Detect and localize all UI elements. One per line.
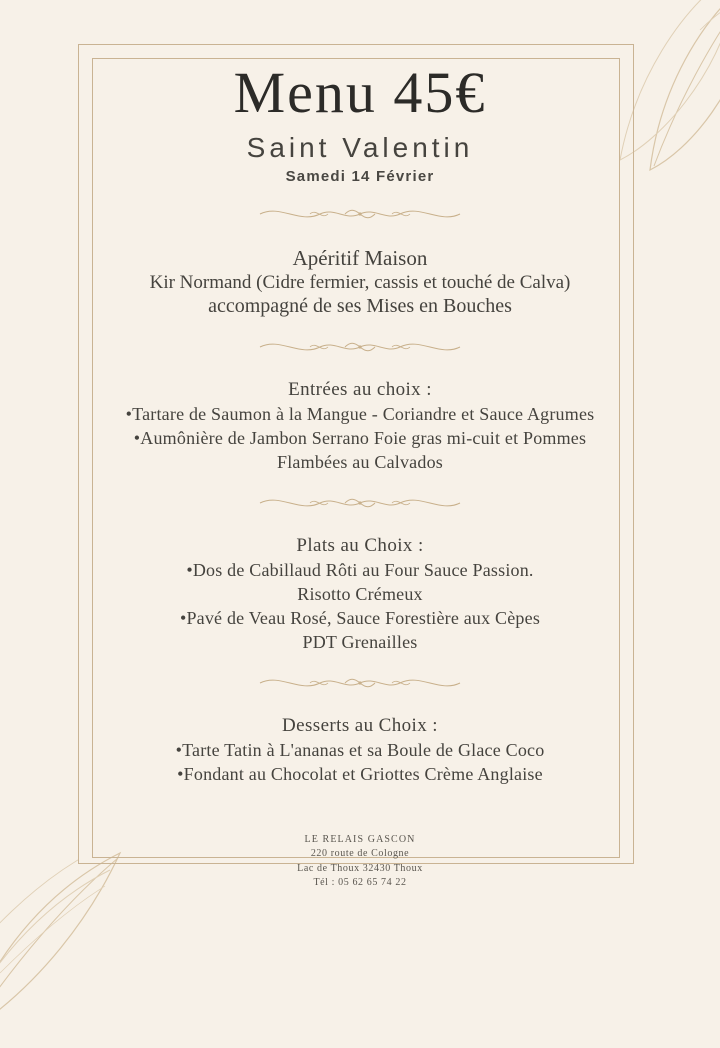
entrees-item: •Aumônière de Jambon Serrano Foie gras mi-cuit et Pommes	[133, 427, 587, 448]
section-desserts	[80, 715, 640, 787]
restaurant-name: LE RELAIS GASCON	[304, 833, 416, 845]
aperitif-line-3: accompagné de ses Mises en Bouches	[208, 295, 512, 317]
plats-item: PDT Grenailles	[302, 631, 418, 652]
section-aperitif	[80, 246, 640, 318]
desserts-item: •Fondant au Chocolat et Griottes Crème Anglaise	[177, 764, 543, 784]
page-title: Menu 45€	[233, 60, 487, 125]
restaurant-address-line-1: 220 route de Cologne	[310, 848, 410, 860]
restaurant-address-line-2: Lac de Thoux 32430 Thoux	[297, 862, 423, 874]
aperitif-heading: Apéritif Maison	[292, 246, 428, 270]
ornament-divider-2	[250, 334, 470, 360]
section-plats	[80, 535, 640, 654]
restaurant-footer	[0, 833, 720, 891]
entrees-heading: Entrées au choix :	[288, 379, 432, 400]
ornament-divider-4	[250, 670, 470, 696]
plats-item: •Dos de Cabillaud Rôti au Four Sauce Passion.	[186, 560, 534, 581]
desserts-item: •Tarte Tatin à L'ananas et sa Boule de Glace Coco	[175, 740, 545, 761]
event-date: Samedi 14 Février	[285, 168, 435, 185]
page-subtitle: Saint Valentin	[246, 132, 474, 163]
restaurant-phone: Tél : 05 62 65 74 22	[313, 877, 407, 889]
plats-item: •Pavé de Veau Rosé, Sauce Forestière aux Cèpes	[179, 607, 541, 628]
entrees-item: •Tartare de Saumon à la Mangue - Coriandre et Sauce Agrumes	[125, 404, 595, 424]
entrees-item: Flambées au Calvados	[277, 451, 443, 472]
desserts-heading: Desserts au Choix :	[282, 715, 438, 737]
plats-heading: Plats au Choix :	[296, 535, 424, 557]
ornament-divider-3	[250, 490, 470, 516]
plats-item: Risotto Crémeux	[297, 584, 423, 604]
section-entrees	[80, 379, 640, 474]
ornament-divider-1	[250, 201, 470, 227]
aperitif-line-2: Kir Normand (Cidre fermier, cassis et touché de Calva)	[149, 272, 571, 293]
